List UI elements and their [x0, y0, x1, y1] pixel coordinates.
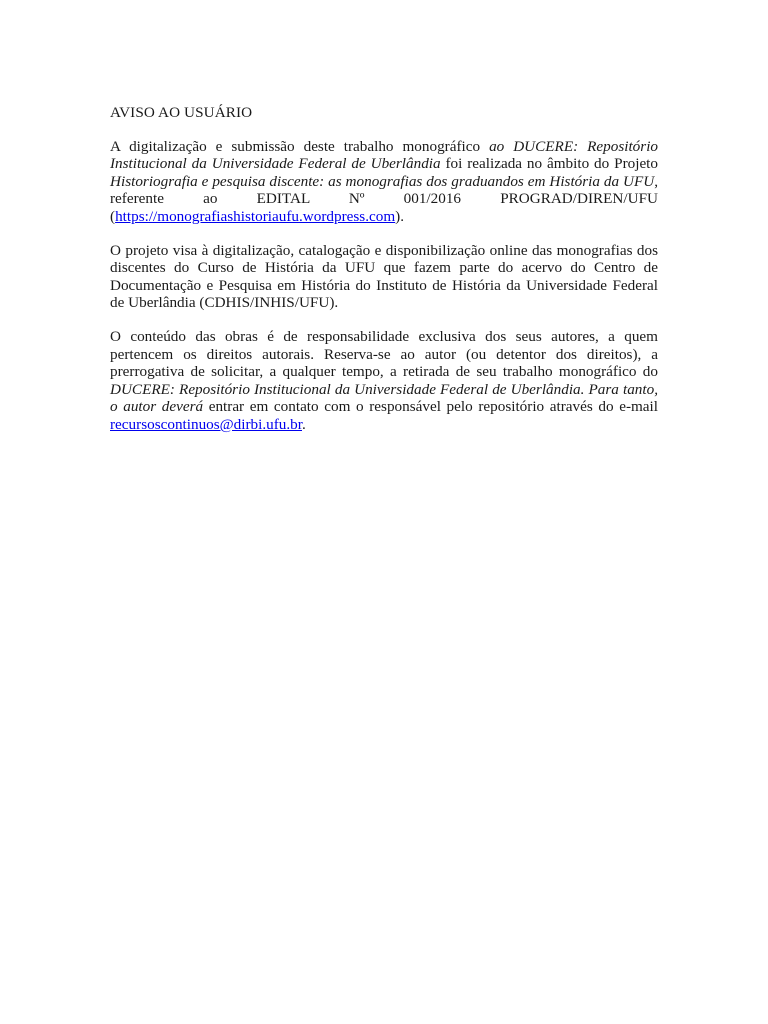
- p1-project-name: Historiografia e pesquisa discente: as monografias dos graduandos em História da UFU: [110, 172, 655, 190]
- p3-repository-name: DUCERE: Repositório Institucional da Universidade Federal de Uberlândia. Para tanto, o autor deverá: [110, 380, 658, 416]
- p1-text-2: foi realizada no âmbito do Projeto: [440, 155, 658, 173]
- document-page: [110, 104, 658, 434]
- paragraph-digitization: [110, 138, 658, 226]
- p3-text-3: .: [302, 415, 306, 433]
- paragraph-project-goal: O projeto visa à digitalização, catalogação e disponibilização online das monografias dos discentes do Curso de História da UFU que fazem parte do acervo do Centro de Documentação e Pesquisa em História do Instituto de História da Universidade Federal de Uberlândia (CDHIS/INHIS/UFU).: [110, 241, 658, 312]
- project-website-link[interactable]: https://monografiashistoriaufu.wordpress.com: [115, 207, 396, 225]
- p1-repository-name: ao DUCERE: Repositório Institucional da Universidade Federal de Uberlândia: [110, 137, 659, 173]
- contact-email-link[interactable]: recursoscontinuos@dirbi.ufu.br: [110, 415, 302, 433]
- p1-text-4: ).: [395, 207, 405, 225]
- p3-text-2: entrar em contato com o responsável pelo repositório através do e-mail: [203, 398, 658, 416]
- paragraph-copyright: [110, 328, 658, 434]
- notice-title: AVISO AO USUÁRIO: [110, 104, 253, 121]
- p1-text-3: , referente ao EDITAL Nº 001/2016 PROGRAD/DIREN/UFU (: [110, 172, 658, 225]
- p1-text-1: A digitalização e submissão deste trabalho monográfico: [110, 137, 490, 155]
- p3-text-1: O conteúdo das obras é de responsabilidade exclusiva dos seus autores, a quem pertencem os direitos autorais. Reserva-se ao autor (ou detentor dos direitos), a prerrogativa de solicitar, a qualquer tempo, a retirada de seu trabalho monográfico do: [110, 327, 658, 381]
